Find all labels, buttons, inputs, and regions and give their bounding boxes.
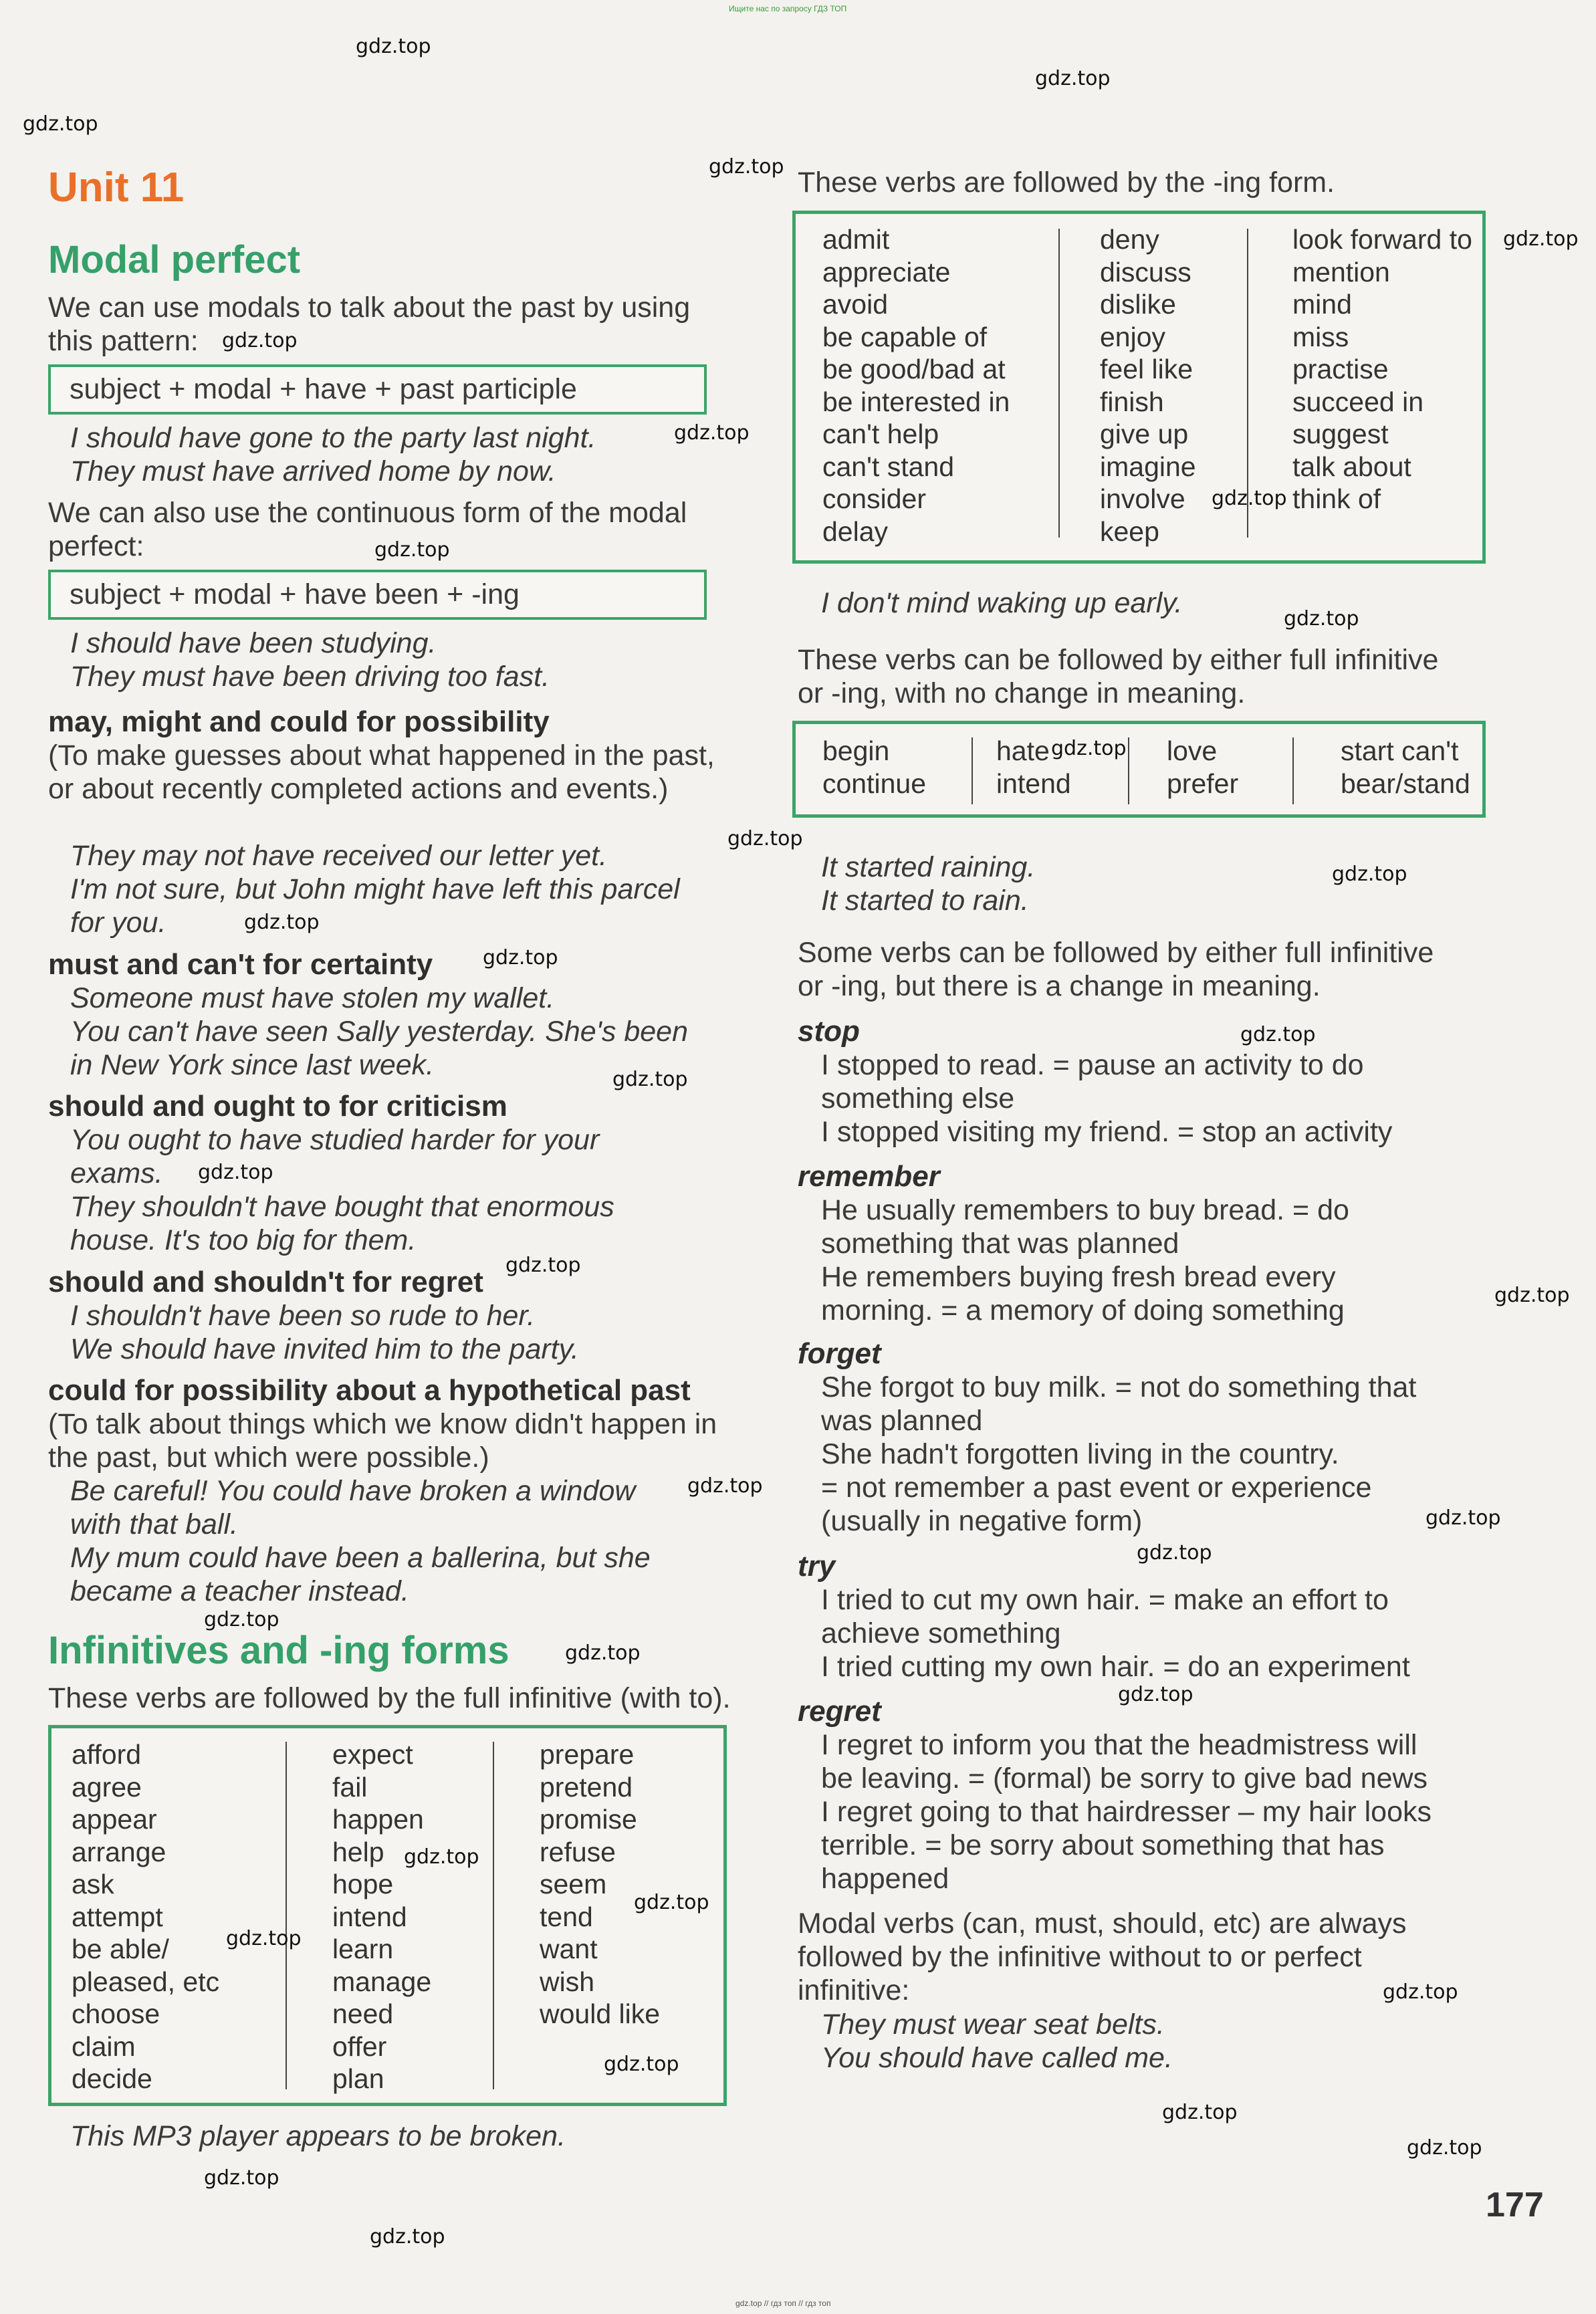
unit-title: Unit 11 bbox=[48, 164, 185, 211]
stop-line-2: something else bbox=[821, 1082, 1015, 1115]
ing-intro: These verbs are followed by the -ing form. bbox=[798, 166, 1335, 199]
example-regret-2: We should have invited him to the party. bbox=[70, 1333, 579, 1365]
watermark: gdz.top bbox=[404, 1845, 479, 1869]
divider bbox=[972, 737, 973, 804]
example-dont-mind: I don't mind waking up early. bbox=[821, 587, 1183, 619]
example-hypothetical-3: My mum could have been a ballerina, but she bbox=[70, 1542, 651, 1574]
modal-verbs-intro: Modal verbs (can, must, should, etc) are always followed by the infinitive without to or perfect infinitive: bbox=[798, 1907, 1407, 2006]
modal-perfect-intro: We can use modals to talk about the past by using this pattern: bbox=[48, 292, 691, 357]
example-should-have-gone: I should have gone to the party last night. bbox=[70, 422, 596, 454]
infinitives-heading: Infinitives and -ing forms bbox=[48, 1629, 509, 1672]
watermark: gdz.top bbox=[1051, 737, 1127, 760]
ing-col-3: look forward to mention mind miss practise succeed in suggest talk about think of bbox=[1292, 224, 1472, 514]
forget-line-1: She forgot to buy milk. = not do something that bbox=[821, 1371, 1417, 1403]
watermark: gdz.top bbox=[565, 1641, 641, 1665]
example-criticism-4: house. It's too big for them. bbox=[70, 1224, 417, 1256]
watermark: gdz.top bbox=[634, 1891, 709, 1914]
watermark: gdz.top bbox=[1332, 862, 1407, 886]
example-started-raining: It started raining. bbox=[821, 851, 1036, 883]
no-change-col-2: hate intend bbox=[996, 735, 1071, 799]
try-line-3: I tried cutting my own hair. = do an experiment bbox=[821, 1651, 1410, 1683]
watermark: gdz.top bbox=[612, 1068, 688, 1091]
try-line-1: I tried to cut my own hair. = make an effort to bbox=[821, 1584, 1389, 1616]
try-line-2: achieve something bbox=[821, 1617, 1061, 1649]
divider bbox=[493, 1742, 494, 2089]
verb-regret: regret bbox=[798, 1695, 881, 1728]
remember-line-1: He usually remembers to buy bread. = do bbox=[821, 1194, 1349, 1226]
infinitive-col-2: expect fail happen help hope intend learn manage need offer plan bbox=[332, 1739, 432, 2094]
bottom-note: gdz.top // гдз топ // гдз топ bbox=[735, 2299, 831, 2308]
divider bbox=[1128, 737, 1129, 804]
modal-perfect-heading: Modal perfect bbox=[48, 238, 301, 281]
watermark: gdz.top bbox=[1383, 1980, 1458, 2004]
no-change-col-1: begin continue bbox=[822, 735, 927, 799]
watermark: gdz.top bbox=[505, 1254, 581, 1277]
page-number: 177 bbox=[1486, 2186, 1544, 2224]
no-change-verbs-box bbox=[792, 721, 1486, 818]
remember-line-2: something that was planned bbox=[821, 1228, 1179, 1260]
infinitives-intro: These verbs are followed by the full infinitive (with to). bbox=[48, 1682, 731, 1714]
example-hypothetical-2: with that ball. bbox=[70, 1508, 238, 1540]
divider bbox=[286, 1742, 287, 2089]
divider bbox=[1292, 737, 1294, 804]
example-started-to-rain: It started to rain. bbox=[821, 885, 1029, 917]
forget-line-4: = not remember a past event or experience bbox=[821, 1472, 1372, 1504]
watermark: gdz.top bbox=[709, 155, 784, 179]
watermark: gdz.top bbox=[727, 827, 803, 850]
watermark: gdz.top bbox=[1426, 1506, 1501, 1530]
ing-col-2: deny discuss dislike enjoy feel like finish give up imagine involve keep bbox=[1100, 224, 1196, 547]
example-possibility-3: for you. bbox=[70, 907, 166, 939]
watermark: gdz.top bbox=[23, 112, 98, 136]
stop-line-1: I stopped to read. = pause an activity to do bbox=[821, 1049, 1364, 1081]
forget-line-3: She hadn't forgotten living in the country. bbox=[821, 1438, 1339, 1470]
forget-line-2: was planned bbox=[821, 1405, 983, 1437]
pattern-1-text: subject + modal + have + past participle bbox=[70, 373, 577, 405]
top-note: Ищите нас по запросу ГДЗ ТОП bbox=[729, 4, 847, 13]
example-hypothetical-4: became a teacher instead. bbox=[70, 1575, 409, 1607]
subheading-criticism: should and ought to for criticism bbox=[48, 1090, 507, 1123]
subheading-regret: should and shouldn't for regret bbox=[48, 1266, 483, 1298]
remember-line-3: He remembers buying fresh bread every bbox=[821, 1261, 1336, 1293]
watermark: gdz.top bbox=[604, 2053, 679, 2076]
watermark: gdz.top bbox=[222, 329, 298, 352]
pattern-2-text: subject + modal + have been + -ing bbox=[70, 578, 520, 610]
ing-col-1: admit appreciate avoid be capable of be good/bad at be interested in can't help can't stand consider delay bbox=[822, 224, 1010, 547]
example-criticism-3: They shouldn't have bought that enormous bbox=[70, 1191, 614, 1223]
subheading-certainty: must and can't for certainty bbox=[48, 948, 433, 981]
example-hypothetical-1: Be careful! You could have broken a window bbox=[70, 1475, 636, 1507]
change-intro: Some verbs can be followed by either full infinitive or -ing, but there is a change in meaning. bbox=[798, 937, 1434, 1002]
example-must-have-been-driving: They must have been driving too fast. bbox=[70, 661, 550, 693]
remember-line-4: morning. = a memory of doing something bbox=[821, 1294, 1345, 1326]
watermark: gdz.top bbox=[1137, 1541, 1212, 1565]
pattern-box-1 bbox=[48, 364, 707, 415]
infinitive-verbs-box bbox=[48, 1725, 727, 2106]
regret-line-1: I regret to inform you that the headmistress will bbox=[821, 1729, 1417, 1761]
watermark: gdz.top bbox=[1118, 1683, 1193, 1706]
pattern-box-2 bbox=[48, 570, 707, 620]
divider bbox=[1058, 229, 1060, 538]
subheading-possibility: may, might and could for possibility bbox=[48, 705, 550, 738]
watermark: gdz.top bbox=[1162, 2101, 1238, 2124]
no-change-intro: These verbs can be followed by either full infinitive or -ing, with no change in meaning. bbox=[798, 644, 1439, 709]
watermark: gdz.top bbox=[1494, 1284, 1570, 1307]
possibility-note: (To make guesses about what happened in the past, or about recently completed actions and events.) bbox=[48, 739, 715, 805]
regret-line-4: terrible. = be sorry about something that has bbox=[821, 1829, 1385, 1861]
example-certainty-2: You can't have seen Sally yesterday. She's been bbox=[70, 1016, 688, 1048]
verb-try: try bbox=[798, 1550, 836, 1583]
watermark: gdz.top bbox=[204, 1608, 279, 1631]
regret-line-5: happened bbox=[821, 1863, 949, 1895]
watermark: gdz.top bbox=[198, 1161, 273, 1184]
regret-line-3: I regret going to that hairdresser – my hair looks bbox=[821, 1796, 1432, 1828]
infinitive-col-1: afford agree appear arrange ask attempt be able/ pleased, etc choose claim decide bbox=[72, 1739, 220, 2094]
example-must-wear: They must wear seat belts. bbox=[821, 2008, 1165, 2041]
regret-line-2: be leaving. = (formal) be sorry to give bad news bbox=[821, 1762, 1428, 1795]
example-should-have-been-studying: I should have been studying. bbox=[70, 627, 437, 659]
watermark: gdz.top bbox=[204, 2166, 279, 2190]
example-appears-to-be: This MP3 player appears to be broken. bbox=[70, 2120, 566, 2152]
verb-forget: forget bbox=[798, 1337, 881, 1370]
watermark: gdz.top bbox=[1407, 2136, 1482, 2160]
watermark: gdz.top bbox=[1284, 607, 1359, 630]
watermark: gdz.top bbox=[1503, 227, 1579, 251]
watermark: gdz.top bbox=[674, 421, 750, 445]
ing-verbs-box bbox=[792, 211, 1486, 564]
stop-line-3: I stopped visiting my friend. = stop an activity bbox=[821, 1116, 1393, 1148]
forget-line-5: (usually in negative form) bbox=[821, 1505, 1143, 1537]
no-change-col-3: love prefer bbox=[1167, 735, 1239, 799]
watermark: gdz.top bbox=[687, 1474, 763, 1498]
watermark: gdz.top bbox=[370, 2225, 445, 2248]
verb-stop: stop bbox=[798, 1015, 860, 1048]
watermark: gdz.top bbox=[1240, 1023, 1316, 1046]
watermark: gdz.top bbox=[226, 1927, 302, 1950]
watermark: gdz.top bbox=[483, 946, 558, 969]
watermark: gdz.top bbox=[244, 911, 320, 934]
watermark: gdz.top bbox=[374, 538, 450, 562]
example-should-have-called: You should have called me. bbox=[821, 2042, 1173, 2074]
example-certainty-1: Someone must have stolen my wallet. bbox=[70, 982, 555, 1014]
watermark: gdz.top bbox=[1035, 67, 1111, 90]
example-possibility-1: They may not have received our letter yet. bbox=[70, 840, 608, 872]
continuous-intro: We can also use the continuous form of the modal perfect: bbox=[48, 497, 687, 562]
example-certainty-3: in New York since last week. bbox=[70, 1049, 435, 1081]
verb-remember: remember bbox=[798, 1160, 940, 1193]
watermark: gdz.top bbox=[1212, 487, 1287, 510]
example-regret-1: I shouldn't have been so rude to her. bbox=[70, 1300, 536, 1332]
hypothetical-note: (To talk about things which we know didn't happen in the past, but which were possible.) bbox=[48, 1408, 717, 1474]
example-criticism-1: You ought to have studied harder for your bbox=[70, 1124, 600, 1156]
infinitive-col-3: prepare pretend promise refuse seem tend want wish would like bbox=[540, 1739, 661, 2029]
example-possibility-2: I'm not sure, but John might have left this parcel bbox=[70, 873, 680, 905]
example-criticism-2: exams. bbox=[70, 1157, 163, 1189]
watermark: gdz.top bbox=[356, 35, 431, 58]
subheading-hypothetical: could for possibility about a hypothetical past bbox=[48, 1374, 691, 1407]
example-must-have-arrived: They must have arrived home by now. bbox=[70, 455, 556, 487]
no-change-col-4: start can't bear/stand bbox=[1341, 735, 1470, 799]
